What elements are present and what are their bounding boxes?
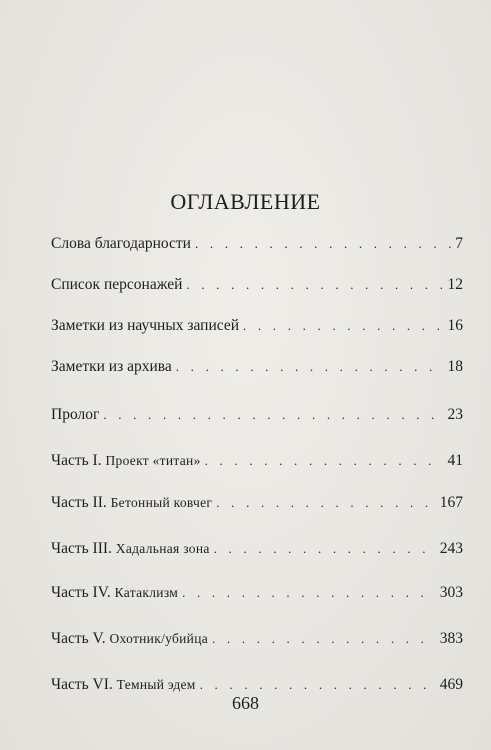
toc-entry [51, 449, 463, 473]
leader-dots [214, 537, 436, 561]
part-title: Катаклизм [114, 585, 179, 600]
toc-entry-title: Список персонажей [51, 276, 183, 293]
leader-dots [216, 491, 435, 515]
toc-entry-title [51, 491, 212, 515]
leader-dots [103, 403, 443, 427]
part-number: Часть V. [51, 630, 106, 647]
toc-entry-page: 16 [447, 317, 463, 334]
toc-entry [51, 273, 463, 297]
toc-entry [51, 627, 463, 651]
part-number: Часть II. [51, 494, 107, 511]
leader-dots [182, 581, 436, 605]
leader-dots [176, 355, 444, 379]
part-title: Охотник/убийца [109, 631, 209, 646]
toc-entry-title [51, 537, 210, 561]
toc-entry [51, 232, 463, 256]
leader-dots [186, 273, 443, 297]
toc-entry-page: 18 [447, 358, 463, 375]
part-number: Часть I. [51, 452, 102, 469]
leader-dots [212, 627, 436, 651]
part-title: Бетонный ковчег [110, 495, 213, 510]
toc-entry-title [51, 449, 201, 473]
toc-entry-page: 23 [447, 406, 463, 423]
leader-dots [205, 449, 444, 473]
toc-entry-page: 469 [439, 676, 463, 693]
part-title: Темный эдем [116, 677, 196, 692]
toc-entry-page: 7 [455, 235, 463, 252]
toc-entry [51, 403, 463, 427]
toc-entry-page: 41 [447, 452, 463, 469]
page-number: 668 [232, 693, 259, 713]
leader-dots [243, 314, 444, 338]
toc-entry-page: 303 [439, 584, 463, 601]
toc-entry-title [51, 581, 178, 605]
part-title: Проект «титан» [105, 453, 201, 468]
toc-entry-title: Слова благодарности [51, 235, 191, 252]
toc-entry [51, 537, 463, 561]
toc-entry-page: 383 [439, 630, 463, 647]
toc-entry [51, 491, 463, 515]
toc-entry [51, 355, 463, 379]
toc-entry [51, 314, 463, 338]
toc-entry-page: 12 [447, 276, 463, 293]
part-title: Хадальная зона [115, 541, 210, 556]
toc-entry-title [51, 627, 208, 651]
toc-entry-title: Заметки из научных записей [51, 317, 239, 334]
part-number: Часть VI. [51, 676, 113, 693]
leader-dots [195, 232, 451, 256]
toc-entry-page: 167 [439, 494, 463, 511]
part-number: Часть IV. [51, 584, 111, 601]
toc-entry-title: Пролог [51, 406, 100, 423]
part-number: Часть III. [51, 540, 112, 557]
toc-entry-page: 243 [439, 540, 463, 557]
toc-entry [51, 581, 463, 605]
toc-entry-title: Заметки из архива [51, 358, 172, 375]
page-title: ОГЛАВЛЕНИЕ [170, 189, 321, 214]
